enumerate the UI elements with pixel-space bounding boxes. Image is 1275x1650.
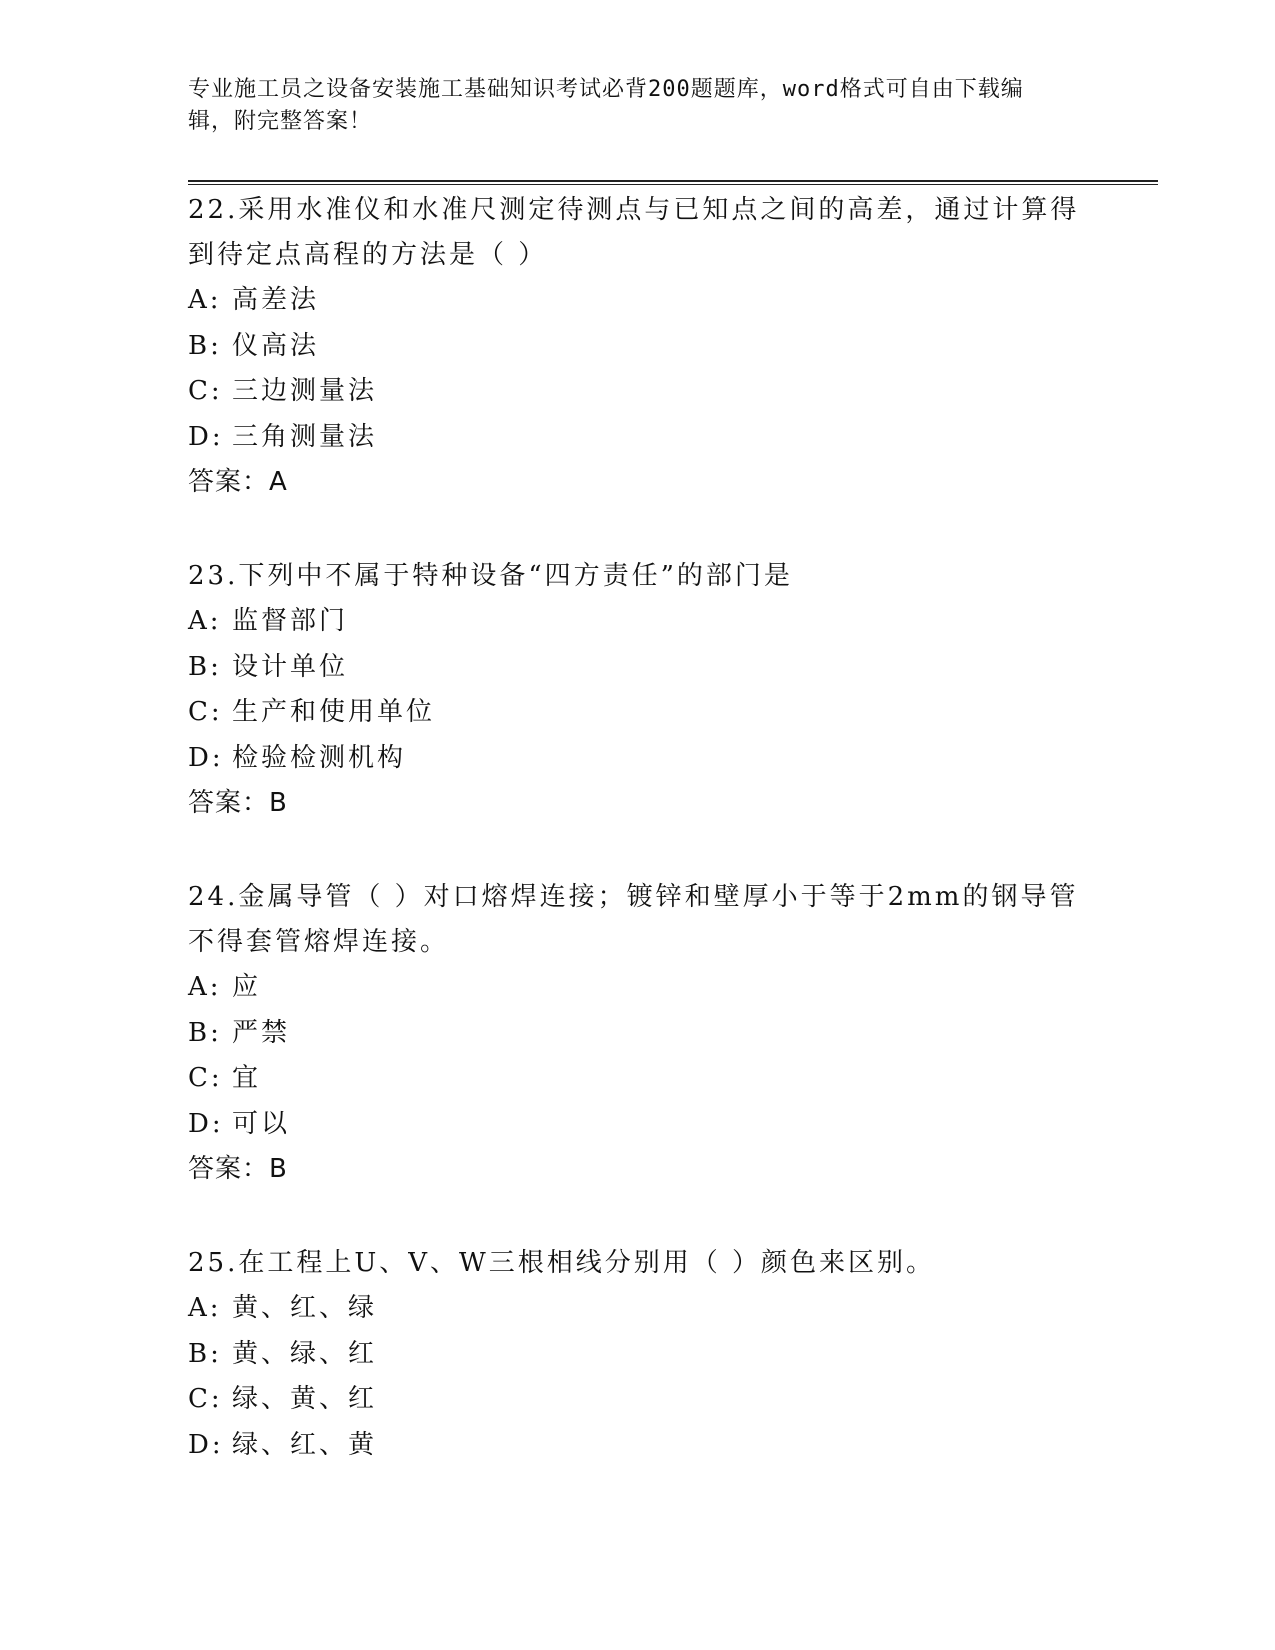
- option-a: [188, 278, 1088, 324]
- option-letter: B:: [188, 651, 222, 682]
- option-a: [188, 599, 1088, 645]
- option-text: 绿、红、黄: [232, 1429, 378, 1460]
- option-a: [188, 965, 1088, 1011]
- header-divider-thin: [188, 184, 1158, 185]
- option-text: 监督部门: [232, 606, 349, 636]
- option-letter: A:: [188, 606, 222, 636]
- document-header: 专业施工员之设备安装施工基础知识考试必背200题题库，word格式可自由下载编辑，附完整答案！: [188, 77, 1024, 134]
- answer-line: 答案：B: [188, 1154, 288, 1184]
- option-text: 生产和使用单位: [232, 697, 436, 727]
- option-letter: B:: [188, 330, 222, 361]
- option-d: [188, 1102, 1088, 1148]
- option-text: 设计单位: [232, 651, 349, 682]
- option-text: 严禁: [232, 1017, 291, 1048]
- question-stem: 22.采用水准仪和水准尺测定待测点与已知点之间的高差，通过计算得到待定点高程的方法是（ ）: [188, 195, 1080, 270]
- option-letter: A:: [188, 972, 222, 1002]
- question-stem: 23.下列中不属于特种设备“四方责任”的部门是: [188, 561, 793, 591]
- option-text: 检验检测机构: [232, 742, 407, 773]
- option-b: [188, 645, 1088, 691]
- header-divider-thick: [188, 180, 1158, 182]
- option-b: [188, 324, 1088, 370]
- question-24: [188, 875, 1088, 1192]
- option-letter: D:: [188, 1429, 224, 1460]
- answer-line: 答案：A: [188, 467, 288, 497]
- option-c: [188, 1056, 1088, 1102]
- option-letter: C:: [188, 376, 223, 406]
- option-text: 应: [232, 972, 262, 1002]
- option-d: [188, 415, 1088, 461]
- answer-line: 答案：B: [188, 788, 288, 818]
- option-b: [188, 1332, 1088, 1378]
- question-stem: 24.金属导管（ ）对口熔焊连接；镀锌和壁厚小于等于2mm的钢导管不得套管熔焊连接。: [188, 882, 1079, 957]
- question-22: [188, 188, 1088, 505]
- option-text: 高差法: [232, 285, 320, 315]
- option-text: 仪高法: [232, 330, 320, 361]
- option-a: [188, 1286, 1088, 1332]
- option-text: 三边测量法: [232, 376, 378, 406]
- question-25: [188, 1241, 1088, 1468]
- option-letter: A:: [188, 1293, 222, 1323]
- question-list: [188, 188, 1088, 1517]
- option-b: [188, 1011, 1088, 1057]
- option-letter: D:: [188, 421, 224, 452]
- option-letter: A:: [188, 285, 222, 315]
- question-23: [188, 554, 1088, 826]
- option-text: 宜: [232, 1063, 262, 1093]
- option-letter: B:: [188, 1338, 222, 1369]
- option-letter: D:: [188, 742, 224, 773]
- option-letter: C:: [188, 1384, 223, 1414]
- option-letter: B:: [188, 1017, 222, 1048]
- option-letter: C:: [188, 697, 223, 727]
- option-letter: D:: [188, 1108, 224, 1139]
- option-text: 黄、红、绿: [232, 1293, 378, 1323]
- question-stem: 25.在工程上U、V、W三根相线分别用（ ）颜色来区别。: [188, 1248, 936, 1278]
- option-d: [188, 736, 1088, 782]
- option-c: [188, 1377, 1088, 1423]
- option-text: 可以: [232, 1108, 291, 1139]
- option-text: 三角测量法: [232, 421, 378, 452]
- option-c: [188, 690, 1088, 736]
- option-d: [188, 1423, 1088, 1469]
- option-text: 绿、黄、红: [232, 1384, 378, 1414]
- option-text: 黄、绿、红: [232, 1338, 378, 1369]
- option-c: [188, 369, 1088, 415]
- option-letter: C:: [188, 1063, 223, 1093]
